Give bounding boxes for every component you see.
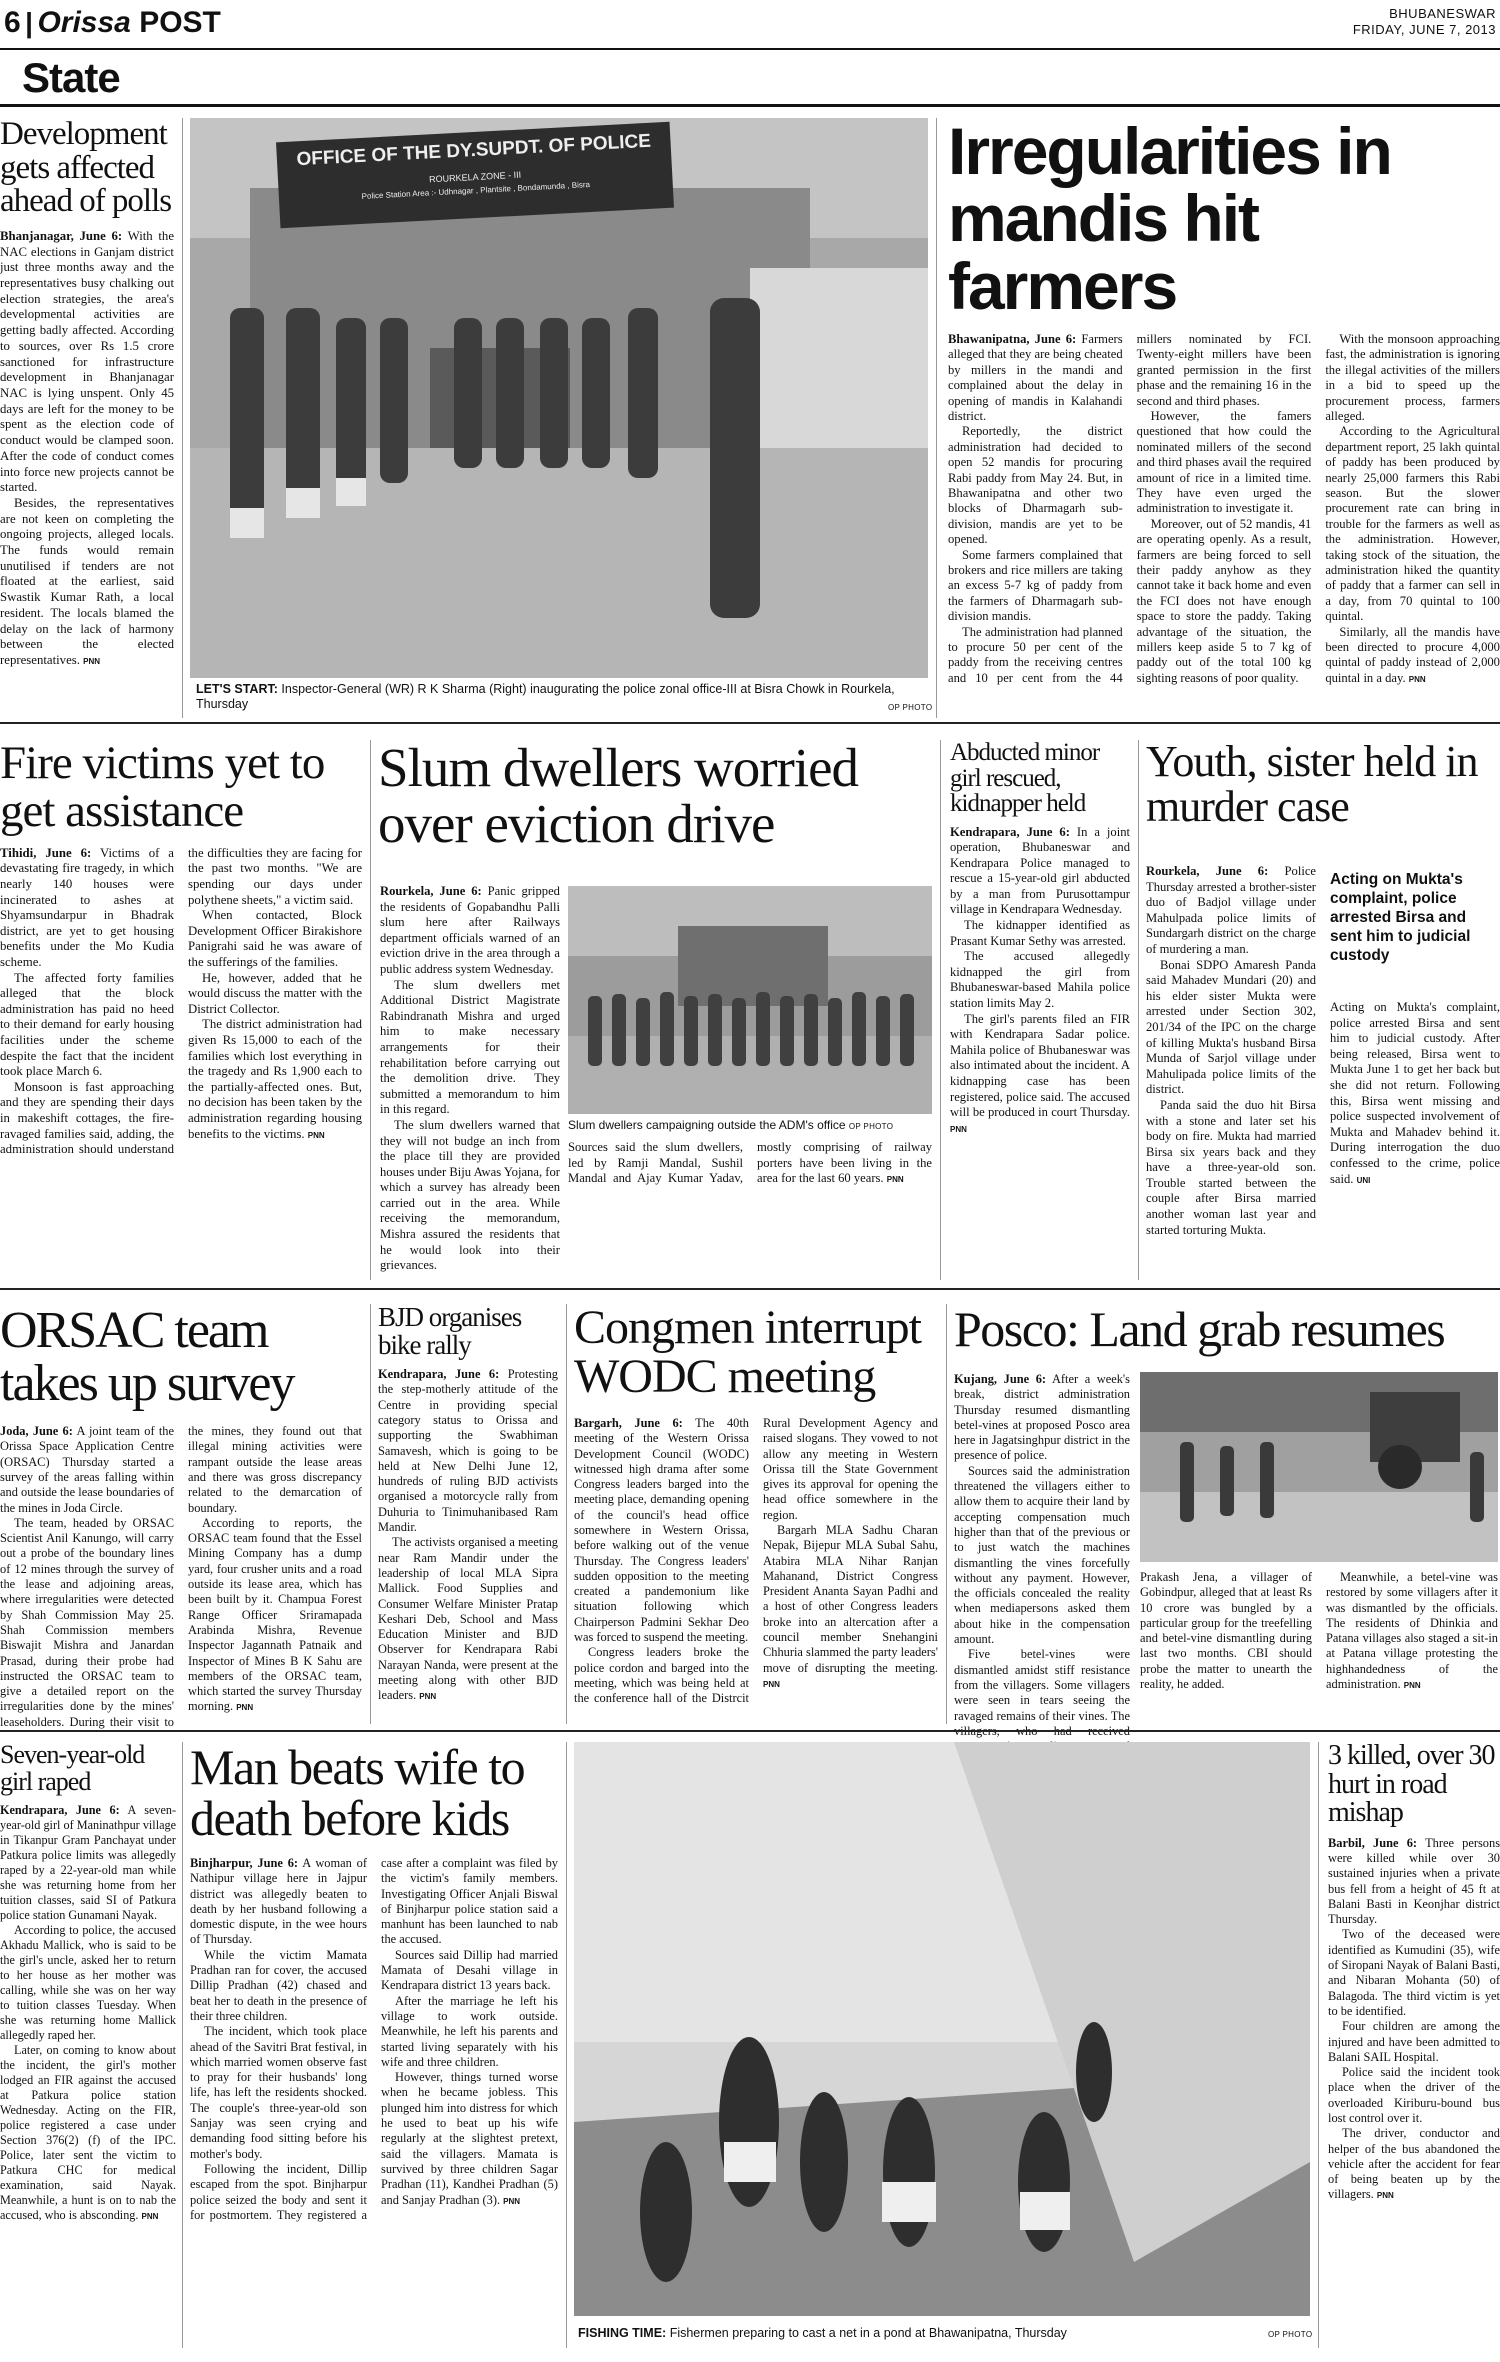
story-posco — [954, 1301, 1500, 1357]
story-development — [0, 118, 174, 724]
story-bjd — [378, 1304, 558, 1727]
dateline: Kendrapara, June 6: — [0, 1803, 120, 1818]
headline: Seven-year-old girl raped — [0, 1740, 145, 1796]
posco-body-col2: Prakash Jena, a villager of Gobindpur, alleged that at least Rs 10 crore was bungled by a particular group for the treefelling and betel-vine dismantling during last two months. CBI should probe the matter to unearth the reality, he added. Meanwhile, a betel-vine was restored by some villagers after it was dismantled by the officials. The residents of Dhinkia and Patana villages also staged a sit-in at Patana village protesting the highhandedness of the administration. PNN — [1140, 1570, 1498, 1692]
story-body: Joda, June 6: A joint team of the Orissa Space Application Centre (ORSAC) Thursday started a survey of the areas falling within and outside the lease boundaries of the mines in Joda Circle. The team, headed by ORSAC Scientist Anil Kanungo, will carry out a probe of the boundary lines of 12 mines through the survey of the lease and adjoining areas, where irregularities were detected by Shah Commission May 25. Shah Commission members Biswajit Mishra and Janardan Prasad, during their probe had instructed the ORSAC team to give a detailed report on the irregularities done by the mines' leaseholders. During their visit to the mines, they found out that illegal mining activities were rampant outside the lease areas and there was gross discrepancy related to the demarcation of boundary. According to reports, the ORSAC team found that the Essel Mining Company has a dump yard, four crusher units and a road outside its lease area, which has been built by it. Champua Forest Range Officer Sriramapada Arabinda Mishra, Revenue Inspector Jagannath Patnaik and Inspector of Mines B K Sahu are members of the ORSAC team, which started the survey Thursday morning. PNN — [0, 1424, 362, 1729]
story-body: Kendrapara, June 6: In a joint operation, Bhubaneswar and Kendrapara Police managed to rescue a 15-year-old girl abducted by a man from Purusottampur village in Kendrapara Wednesday. The kidnapper identified as Prasant Kumar Sethy was arrested. The accused allegedly kidnapped the girl from Bhubaneswar-based Mahila police station limits May 2. The girl's parents filed an FIR with Kendrapara Sadar police. Mahila police of Bhubaneswar was also intimated about the incident. A kidnapping case has been registered, police said. The accused will be produced in court Thursday. PNN — [950, 824, 1130, 1134]
fishing-photo-caption: FISHING TIME: Fishermen preparing to cast a net in a pond at Bhawanipatna, Thursday — [578, 2326, 1067, 2340]
posco-body-col1: Kujang, June 6: After a week's break, district administration Thursday resumed dismantling betel-vines at proposed Posco area here in Jagatsinghpur district in the presence of police. Sources said the administration threatened the villagers either to allow them to acquire their land by accepting compensation much higher than that of the previous or to just watch the machines dismantling the vines forcefully without any payment. However, the officials concealed the reality when mediapersons asked them about hike in the compensation amount. Five betel-vines were dismantled amidst stiff resistance from the villagers. Some villagers were seen in tears seeing the ravaged remains of their vines. The — [954, 1372, 1130, 1723]
photo-credit: OP PHOTO — [888, 703, 933, 712]
headline: Youth, sister held in murder case — [1146, 737, 1478, 831]
headline: Slum dwellers worried over eviction drive — [378, 737, 859, 855]
page-number: 6 — [4, 6, 21, 39]
dateline: Kendrapara, June 6: — [950, 824, 1070, 839]
story-seven — [0, 1742, 176, 2343]
story-body: Bhanjanagar, June 6: With the NAC elections in Ganjam district just three months away and the representatives busy chalking out election strategies, the area's developmental activities are getting badly affected. According to sources, over Rs 1.5 crore sanctioned for infrastructure development in Bhanjanagar NAC is lying unspent. Only 45 days are left for the money to be spent as the election code of conduct would be clamped soon. After the code of conduct comes into force new projects cannot be started. Besides, the representatives are not keen on completing the ongoing projects, alleged locals. The funds would remain unutilised if tenders are not floated at the earliest, said Swastik Kumar Rath, a local resident. The locals blamed the delay on the lack of harmony between the elected representatives. PNN — [0, 228, 175, 667]
headline: Congmen interrupt WODC meeting — [574, 1301, 921, 1403]
youth-pullquote: Acting on Mukta's complaint, police arrested Birsa and sent him to judicial custody — [1330, 871, 1471, 964]
story-congmen — [574, 1301, 938, 1728]
story-wife — [190, 1739, 558, 2314]
headline: 3 killed, over 30 hurt in road mishap — [1328, 1740, 1495, 1829]
headline: BJD organises bike rally — [378, 1302, 522, 1360]
masthead-separator: | — [25, 7, 33, 38]
youth-body-col2: Acting on Mukta's complaint, police arrested Birsa and sent him to judicial custody. After being released, Birsa went to Mukta June 1 to get her back but she did not return. Following this, Birsa went missing and police suspected involvement of Mukta and Mahadev behind it. During interrogation the duo confessed to the crime, police said. UNI — [1330, 1000, 1500, 1186]
headline: Fire victims yet to get assistance — [0, 737, 325, 837]
fishing-photo — [574, 1742, 1310, 2316]
headline: Man beats wife to death before kids — [190, 1739, 525, 1846]
story-fire — [0, 737, 362, 1271]
posco-photo — [1140, 1372, 1498, 1562]
story-body: Kendrapara, June 6: A seven-year-old girl of Maninathpur village in Tikanpur Gram Panchayat under Patkura police limits was allegedly raped by a 22-year-old man while she was returning home from her tuition classes, said SI of Patkura police station Gunamani Nayak. According to police, the accused Akhadu Mallick, who is said to be the girl's uncle, asked her to return to her house as her mother was calling, while she was on her way to tuition classes Tuesday. When she was returning home Mallick allegedly raped her. Later, on coming to know about the incident, the girl's mother lodged an FIR against the accused at Patkura police station Wednesday. Acting on the FIR, police registered a case under Section 376(2) (f) of the IPC. Police, later sent the victim to Patkura CHC for medical examination, said Nayak. Meanwhile, a hunt is on to nab the accused, who is absconding. PNN — [0, 1803, 177, 2223]
story-abducted — [950, 740, 1130, 1245]
dateline: Barbil, June 6: — [1328, 1835, 1418, 1850]
slum-photo — [568, 886, 932, 1114]
dateline: Rourkela, June 6: — [1146, 864, 1269, 878]
story-road — [1328, 1742, 1500, 2306]
masthead-rule — [0, 48, 1500, 50]
headline: Abducted minor girl rescued, kidnapper held — [950, 739, 1100, 817]
masthead-left — [4, 6, 221, 40]
police-office-sign: OFFICE OF THE DY.SUPDT. OF POLICE ROURKELA ZONE - III Police Station Area :- Udhnagar , Plantsite , Bondamunda , Bisra — [276, 122, 674, 229]
story-body: Tihidi, June 6: Victims of a devastating fire tragedy, in which nearly 140 houses were incinerated to ashes at Shyamsundarpur in Bhadrak district, are yet to get housing benefits under the Mo Kudia scheme. The affected forty families alleged that the block administration has paid no heed to their demand for early housing facilities under the scheme despite the fact that the incident took place March 6. Monsoon is fast approaching and they are spending their days in makeshift cottages, the fire-ravaged families said, adding, the administration should understand the difficulties they are facing for the past two months. "We are spending our days under polythene sheets," a victim said. When contacted, Block Development Officer Birakishore Panigrahi said he was aware of the sufferings of the families. He, however, added that he would discuss the matter with the District Collector. The district administration had given Rs 15,000 to each of the families which lost everything in the tragedy and Rs 1,900 each to the partially-affected ones. But, no decision has been taken by the administration regarding housing benefits to the victims. PNN — [0, 845, 362, 1157]
paper-name: Orissa POST — [37, 6, 221, 39]
story-body: Barbil, June 6: Three persons were killed while over 30 sustained injuries when a private bus fell from a height of 45 ft at Balani Basti in Keonjhar district Thursday. Two of the deceased were identified as Kumudini (35), wife of Siropani Nayak of Balani Basti, and Nibaran Mohanta (50) of Balagoda. The third victim is yet to be identified. Four children are among the injured and have been admitted to Balani SAIL Hospital. Police said the incident took place when the driver of the overloaded Kiriburu-bound bus lost control over it. The driver, conductor and helper of the bus abandoned the vehicle after the accident for fear of being beaten up by the villagers. PNN — [1328, 1835, 1500, 2202]
slum-body-col1: Rourkela, June 6: Panic gripped the residents of Gopabandhu Palli slum here after Railways department officials warned of an eviction drive in the area through a public address system Wednesday. The slum dwellers met Additional District Magistrate Rabindranath Mishra and urged him to make necessary arrangements for their rehabilitation before carrying out the demolition drive. They submitted a memorandum to him in this regard. The slum dwellers warned that they will not budge an inch from the place till they are provided houses under Biju Awas Yojana, for which a survey has already been carried out in the area. While receiving the memorandum, Mishra assured the residents that he would look into their grievances. — [380, 884, 560, 1273]
police-photo-caption: LET'S START: Inspector-General (WR) R K Sharma (Right) inaugurating the police zonal office-III at Bisra Chowk in Rourkela, Thursday — [196, 682, 895, 711]
photo-credit: OP PHOTO — [1268, 2330, 1313, 2339]
section-rule — [0, 104, 1500, 107]
dateline: Bargarh, June 6: — [574, 1415, 683, 1430]
story-slum — [378, 737, 936, 855]
section-title: State — [22, 54, 120, 101]
headline: Development gets affected ahead of polls — [0, 116, 172, 220]
story-body: Bargarh, June 6: The 40th meeting of the Western Orissa Development Council (WODC) witnessed high drama after some Congress leaders barged into the meeting place, demanding opening of the council's head office somewhere in Western Orissa, before walking out of the venue Thursday. The Congress leaders' sudden opposition to the meeting created a pandemonium like situation following which Chairperson Padmini Sekhar Deo was forced to suspend the meeting. Congress leaders broke the police cordon and barged into the meeting, which was being held at the conference hall of the Distrcit Rural Development Agency and raised slogans. They vowed to not allow any meeting in Western Orissa till the State Government gives its approval for opening the head office somewhere in the region. Bargarh MLA Sadhu Charan Nepak, Bijepur MLA Subal Sahu, Atabira MLA Nihar Ranjan Mahanand, District Congress President Ananta Sayan Padhi and a host of other Congress leaders broke into an altercation after a council member Snehangini Chhuria slammed the party leaders' move of disrupting the meeting. PNN — [574, 1415, 938, 1706]
headline: Irregularities in mandis hit farmers — [948, 114, 1391, 323]
youth-body-col1: Rourkela, June 6: Police Thursday arrested a brother-sister duo of Badjol village under Mahulpada police limits of Sundargarh district on the charge of murdering a man. Bonai SDPO Amaresh Panda said Mahadev Mundari (20) and his elder sister Mukta were arrested under Section 302, 201/34 of the IPC on the charge of killing Mukta's husband Birsa Munda of Sarjol village under Mahulipada police limits of the district. Panda said the duo hit Birsa with a stone and later set his body on fire. Mukta had married Birsa six years back and they have a three-year-old son. Trouble started between the couple after Birsa married another woman last year and started torturing Mukta. — [1146, 864, 1316, 1237]
story-youth — [1146, 737, 1500, 831]
story-body: Binjharpur, June 6: A woman of Nathipur village here in Jajpur district was allegedly beaten to death by her husband following a domestic dispute, in the wee hours of Thursday. While the victim Mamata Pradhan ran for cover, the accused Dillip Pradhan (42) chased and beat her to death in the presence of their three children. The incident, which took place ahead of the Savitri Brat festival, in which married women observe fast to pray for their husbands' long life, has left the residents shocked. The couple's three-year-old son Sanjay was seen crying and demanding food sitting before his mother's body. Following the incident, Dillip escaped from the spot. Binjharpur police seized the body and sent it for postmortem. They registered a case after a complaint was filed by the victim's family members. Investigating Officer Anjali Biswal of Binjharpur police station said a manhunt has been launched to nab the accused. Sources said Dillip had married Mamata of Desahi village in Kendrapara district 13 years back. After the marriage he left his village to work outside. Meanwhile, he left his parents and started living separately with his wife and three children. However, things turned worse when he became jobless. This plunged him into distress for which he used to beat up his wife regularly at the slightest pretext, said the villagers. Mamata is survived by three children Sagar Pradhan (11), Kandhei Pradhan (5) and Sanjay Pradhan (3). PNN — [190, 1856, 558, 2222]
story-body: Bhawanipatna, June 6: Farmers alleged that they are being cheated by millers in the mandi and complained about the delay in opening of mandis in Kalahandi district. Reportedly, the district administration had decided to open 52 mandis for procuring Rabi paddy from May 24. But, in Bhawanipatna and other two blocks of Dharmagarh sub-division, mandis are yet to be opened. Some farmers complained that brokers and rice millers are taking an excess 5-7 kg of paddy from the farmers of Dharmagarh sub-division mandis. The administration had planned to procure 50 per cent of the paddy from the receiving centres and 10 per cent from the 44 millers nominated by FCI. Twenty-eight millers have been granted permission in the first phase and the remaining 16 in the second and third phases. However, the famers questioned that how could the nominated millers of the second and third phases avail the required amount of rice in a limited time. They have even urged the administration to investigate it. Moreover, out of 52 mandis, 41 are operating openly. As a result, farmers are being forced to sell their paddy anyhow as they cannot take it back home and even the FCI does not have enough space to store the paddy. Taking advantage of the situation, the millers keep aside 5 to 7 kg of paddy out of the total 100 kg sighting reasons of poor quality. With the monsoon approaching fast, the administration is ignoring the illegal activities of the millers in a bid to speed up the procurement process, farmers alleged. According to the Agricultural department report, 25 lakh quintal of paddy has been produced by nearly 25,000 farmers this Rabi season. But the slower procurement rate can bring in trouble for the farmers as well as the administration. However, taking stock of the situation, the administration hiked the quantity of paddy that a farmer can sell in a day, from 70 quintal to 100 quintal. Similarly, all the mandis have been directed to procure 4,000 quintal of paddy instead of 2,000 quintal in a day. PNN — [948, 331, 1500, 685]
dateline: Bhanjanagar, June 6: — [0, 228, 123, 243]
slum-photo-caption: Slum dwellers campaigning outside the ADM's office OP PHOTO — [568, 1118, 894, 1132]
slum-body-col2: Sources said the slum dwellers, led by Ramji Mandal, Sushil Mandal and Ajay Kumar Yadav, mostly comprising of railway porters have been living in the area for the last 60 years. PNN — [568, 1140, 932, 1186]
headline: ORSAC team takes up survey — [0, 1302, 294, 1413]
dateline: Joda, June 6: — [0, 1424, 73, 1439]
masthead-right — [1353, 6, 1496, 38]
headline: Posco: Land grab resumes — [954, 1301, 1445, 1357]
dateline: Binjharpur, June 6: — [190, 1856, 299, 1870]
story-mandis — [948, 114, 1500, 754]
dateline: Kujang, June 6: — [954, 1372, 1047, 1386]
masthead-city: BHUBANESWAR — [1389, 6, 1496, 21]
dateline: Bhawanipatna, June 6: — [948, 331, 1077, 346]
story-body: Kendrapara, June 6: Protesting the step-motherly attitude of the Centre in providing special category status to Orissa and supporting the Swabhiman Samavesh, which is going to be held at New Delhi June 12, hundreds of ruling BJD activists organised a motorcycle rally from Duhuria to Tinimuhanibased Ram Mandir. The activists organised a meeting near Ram Mandir under the leadership of local MLA Sipra Mallick. Food Supplies and Consumer Welfare Minister Pratap Keshari Deb, School and Mass Education Minister and BJD Observer for Kendrapara Rabi Narayan Nanda, were present at the meeting along with other BJD leaders. PNN — [378, 1367, 558, 1703]
dateline: Kendrapara, June 6: — [378, 1367, 500, 1382]
masthead-date: FRIDAY, JUNE 7, 2013 — [1352, 22, 1496, 37]
dateline: Rourkela, June 6: — [380, 884, 482, 898]
dateline: Tihidi, June 6: — [0, 845, 92, 860]
